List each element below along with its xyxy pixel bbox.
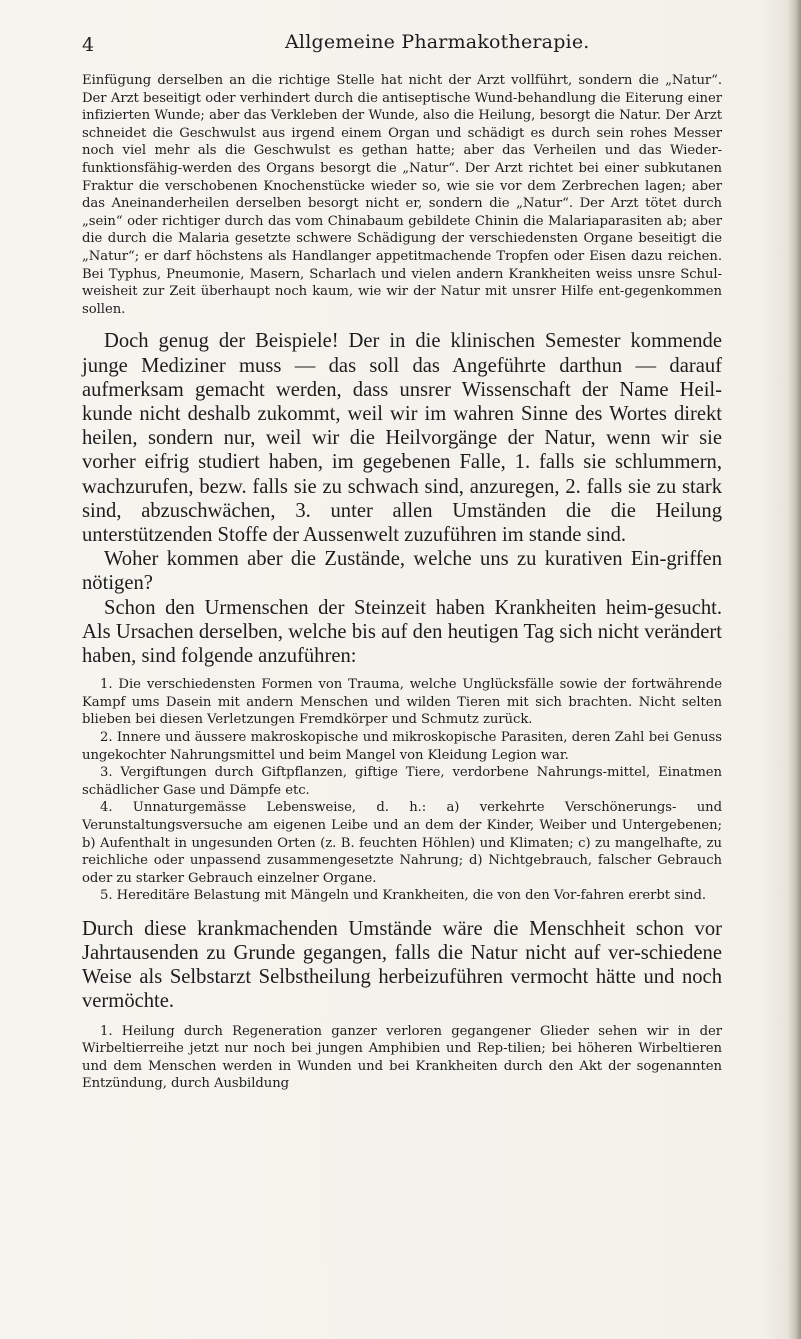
page-number: 4 <box>82 34 95 56</box>
page-header <box>82 31 722 60</box>
running-title: Allgemeine Pharmakotherapie. <box>285 31 590 53</box>
page-edge-shadow <box>787 0 801 1339</box>
paragraph-urmenschen: Schon den Urmenschen der Steinzeit haben Krankheiten heim-gesucht. Als Ursachen derselben, welche bis auf den heutigen Tag sich nicht verändert haben, sind folgende anzuführen: <box>82 596 722 667</box>
page-text <box>82 72 722 1093</box>
list-item-regeneration: 1. Heilung durch Regeneration ganzer verloren gegangener Glieder sehen wir in der Wirbeltierreihe jetzt nur noch bei jungen Amphibien und Rep-tilien; bei höheren Wirbeltieren und dem Menschen werden in Wunden und bei Krankheiten durch den Akt der sogenannten Entzündung, durch Ausbildung <box>82 1023 722 1092</box>
paragraph-examples: Einfügung derselben an die richtige Stelle hat nicht der Arzt vollführt, sondern die „Natur“. Der Arzt beseitigt oder verhindert durch die antiseptische Wund-behandlung die Eiterung einer infizierten Wunde; aber das Verkleben der Wunde, also die Heilung, besorgt die Natur. Der Arzt schneidet die Geschwulst aus irgend einem Organ und schädigt es durch sein rohes Messer noch viel mehr als die Geschwulst es gethan hatte; aber das Verheilen und das Wieder-funktionsfähig-werden des Organs besorgt die „Natur“. Der Arzt richtet bei einer subkutanen Fraktur die verschobenen Knochenstücke wieder so, wie sie vor dem Zerbrechen lagen; aber das Aneinanderheilen derselben besorgt nicht er, sondern die „Natur“. Der Arzt tötet durch „sein“ oder richtiger durch das vom Chinabaum gebildete Chinin die Malariaparasiten ab; aber die durch die Malaria gesetzte schwere Schädigung der verschiedensten Organe beseitigt die „Natur“; er darf höchstens als Handlanger appetitmachende Tropfen oder Eisen dazu reichen. Bei Typhus, Pneumonie, Masern, Scharlach und vielen andern Krankheiten weiss unsre Schul-weisheit zur Zeit überhaupt noch kaum, wie wir der Natur mit unsrer Hilfe ent-gegenkommen sollen. <box>82 73 722 317</box>
paragraph-selbstheilung: Durch diese krankmachenden Umstände wäre die Menschheit schon vor Jahrtausenden zu Grunde gegangen, falls die Natur nicht auf ver-schiedene Weise als Selbstarzt Selbstheilung herbeizuführen vermocht hätte und noch vermöchte. <box>82 917 722 1013</box>
list-item-lebensweise: 4. Unnaturgemässe Lebensweise, d. h.: a) verkehrte Verschönerungs- und Verunstaltungsversuche am eigenen Leibe und an dem der Kinder, Weiber und Untergebenen; b) Aufenthalt in ungesunden Orten (z. B. feuchten Höhlen) und Klimaten; c) zu mangelhafte, zu reichliche oder unpassend zusammengesetzte Nahrung; d) Nichtgebrauch, falscher Gebrauch oder zu starker Gebrauch einzelner Organe. <box>82 800 722 886</box>
list-item-hereditaet: 5. Hereditäre Belastung mit Mängeln und Krankheiten, die von den Vor-fahren ererbt sind. <box>100 888 706 904</box>
list-item-parasiten: 2. Innere und äussere makroskopische und mikroskopische Parasiten, deren Zahl bei Genuss ungekochter Nahrungsmittel und beim Mangel von Kleidung Legion war. <box>82 729 722 763</box>
list-item-vergiftungen: 3. Vergiftungen durch Giftpflanzen, giftige Tiere, verdorbene Nahrungs-mittel, Einatmen schädlicher Gase und Dämpfe etc. <box>82 765 722 798</box>
paragraph-question: Woher kommen aber die Zustände, welche uns zu kurativen Ein-griffen nötigen? <box>82 548 722 595</box>
list-item-trauma: 1. Die verschiedensten Formen von Trauma, welche Unglücksfälle sowie der fortwährende Kampf ums Dasein mit andern Menschen und wilden Tieren mit sich brachten. Nicht selten blieben bei diesen Verletzungen Fremdkörper und Schmutz zurück. <box>82 677 722 728</box>
paragraph-heilkunde: Doch genug der Beispiele! Der in die klinischen Semester kommende junge Mediziner muss — das soll das Angeführte darthun — darauf aufmerksam gemacht werden, dass unsrer Wissenschaft der Name Heil-kunde nicht deshalb zukommt, weil wir im wahren Sinne des Wortes direkt heilen, sondern nur, weil wir die Heilvorgänge der Natur, wenn wir sie vorher eifrig studiert haben, im gegebenen Falle, 1. falls sie schlummern, wachzurufen, bezw. falls sie zu schwach sind, anzuregen, 2. falls sie zu stark sind, abzuschwächen, 3. unter allen Umständen die die Heilung unterstützenden Stoffe der Aussenwelt zuzuführen im stande sind. <box>82 330 722 546</box>
